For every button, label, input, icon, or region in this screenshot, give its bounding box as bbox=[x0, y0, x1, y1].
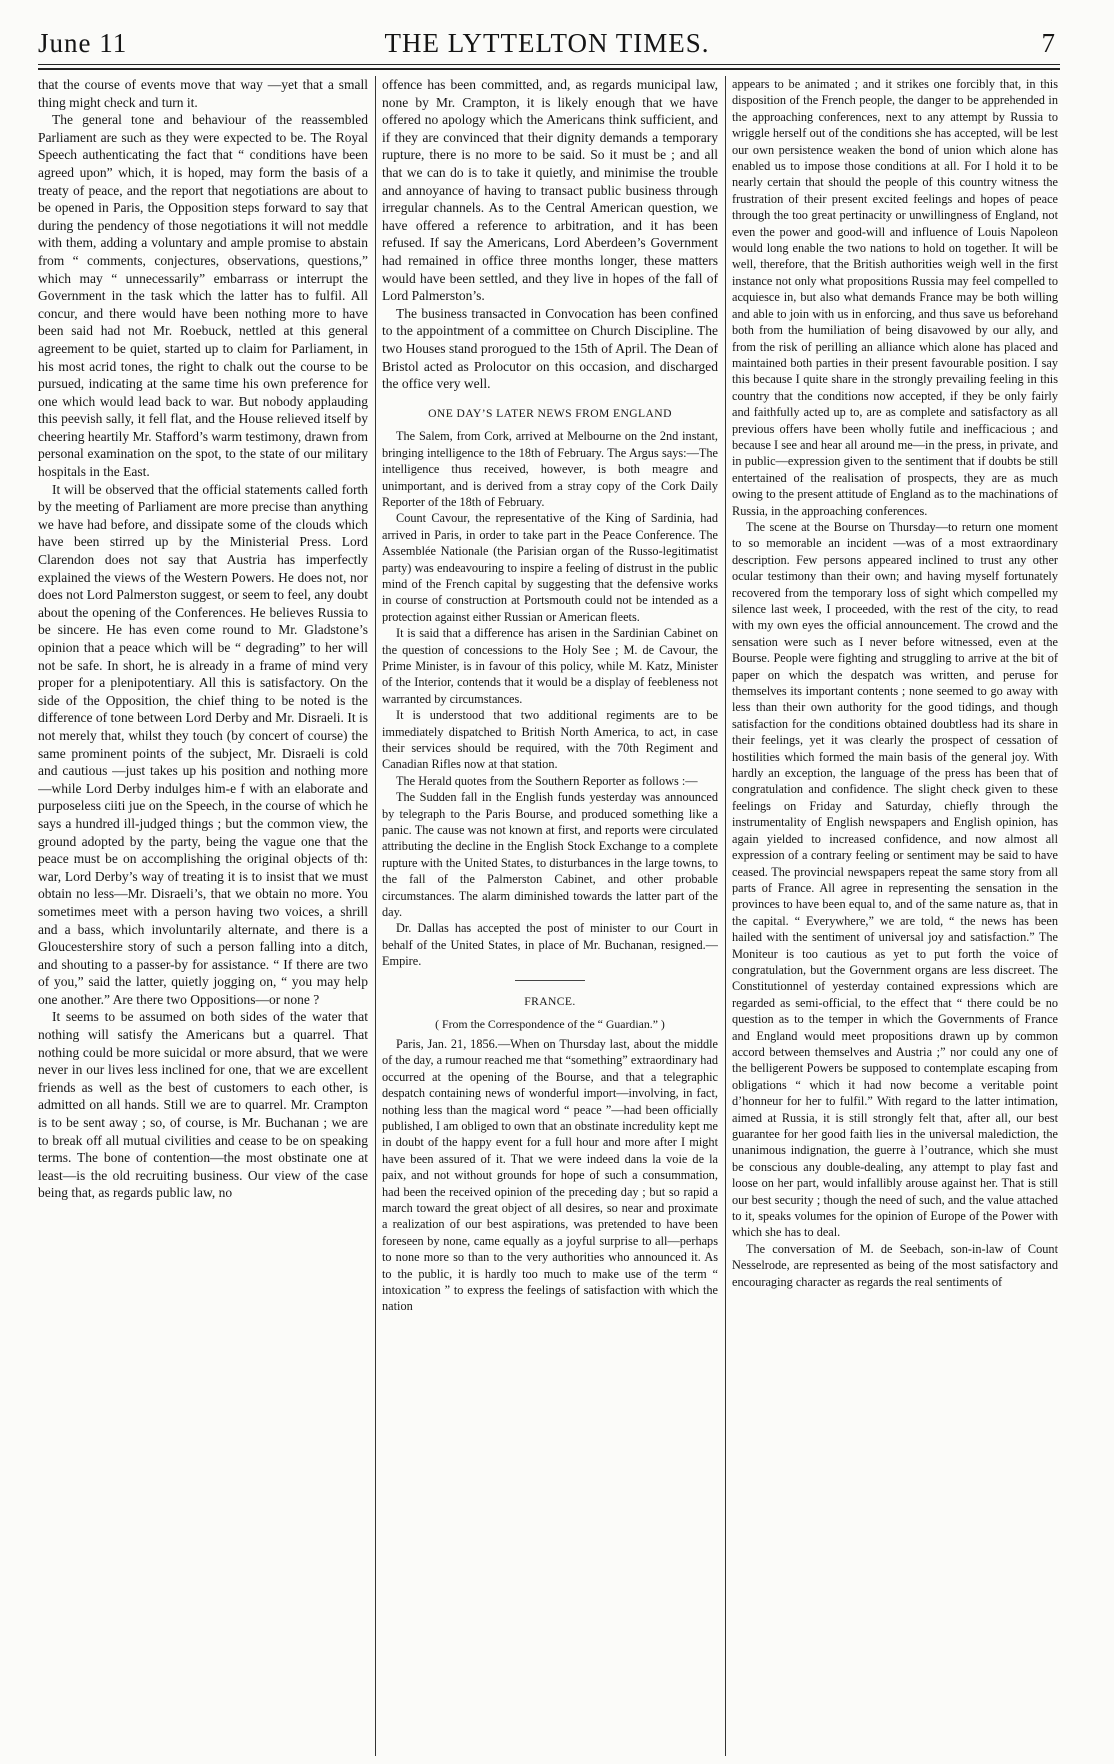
section-divider bbox=[515, 980, 585, 981]
paragraph: Count Cavour, the representative of the King of Sardinia, had arrived in Paris, in order to take part in the Peace Conference. The Assemblée Nationale (the Parisian organ of the Russo-legitimatist party) was endeavouring to inspire a feeling of distrust in the public mind of the French capital by suggesting that the defensive works in course of construction at Portsmouth could not be intended as a protection against either Russian or American fleets. bbox=[382, 511, 718, 624]
paragraph: It will be observed that the official statements called forth by the meeting of Parliament are more precise than anything we have had before, and dissipate some of the clouds which have been stirred up by the Ministerial Press. Lord Clarendon does not say that Austria has imperfectly explained the views of the Western Powers. He does not, nor does not Lord Palmerston suggest, or seem to feel, any doubt about the opening of the Conferences. He believes Russia to be sincere. He has even come round to Mr. Gladstone’s opinion that a peace which will be “ degrading” to her will not be safe. In short, he is already in a frame of mind very proper for a plenipotentiary. All this is satisfactory. On the side of the Opposition, the chief thing to be noted is the difference of tone between Lord Derby and Mr. Disraeli. It is not merely that, whilst they touch (by concert of course) the same prominent points of the subject, Mr. Disraeli is cold and cautious —just takes up his position and nothing more—while Lord Derby indulges him‑e f with an elaborate and purposeless ciiti jue on the Speech, in the course of which he says a hundred ill-judged things ; but the common view, the ground adopted by the party, being the vague one that the peace must be on accomplishing the original objects of th: war, Lord Derby’s way of treating it is to insist that we must obtain no less—Mr. Disraeli’s, that we obtain no more. You sometimes meet with a person having two voices, a shrill and a bass, which involuntarily alternate, and there is a Gloucestershire story of such a person falling into a ditch, and shouting to a passer-by for assistance. “ If there are two of you,” said the latter, quietly jogging on, “ you may help one another.” Are there two Oppositions—or none ? bbox=[38, 481, 368, 1007]
paragraph: The Salem, from Cork, arrived at Melbourne on the 2nd instant, bringing intelligence to the 18th of February. The Argus says:—The intelligence thus received, however, is both meagre and unimportant, and is derived from a stray copy of the Cork Daily Reporter of the 18th of February. bbox=[382, 429, 718, 509]
paragraph: that the course of events move that way —yet that a small thing might check and turn it. bbox=[38, 77, 368, 110]
paragraph: Dr. Dallas has accepted the post of minister to our Court in behalf of the United States, in place of Mr. Buchanan, resigned.—Empire. bbox=[382, 921, 718, 969]
paragraph: The scene at the Bourse on Thursday—to return one moment to so memorable an incident —was of a most extraordinary description. Few persons appeared inclined to trust any other ocular testimony than their own; and having myself fortunately recovered from the temporary loss of sight which compelled my silence last week, I proceeded, with the rest of the city, to read with my own eyes the official announcement. The crowd and the sensation were such as I never before witnessed, even at the Bourse. People were fighting and struggling to arrive at the bit of paper on which the despatch was written, and peruse for themselves its important contents ; none seemed to go away with less than their own authority for the good tidings, and though satisfaction for the conditions obtained doubtless had its share in their feelings, yet it was clearly the prospect of cessation of hostilities which formed the main basis of the general joy. With hardly an exception, the language of the press has been that of congratulation and confidence. The slight check given to these feelings on Friday and Saturday, chiefly through the instrumentality of English newspapers and English opinion, has again yielded to increased confidence, and now almost all expression of a contrary feeling or sentiment may be said to have ceased. The provincial newspapers repeat the same story from all parts of France. All agree in representing the sensation in the provinces to have been equal to, and of the same nature as, that in the capital. “ Everywhere,” we are told, “ the news has been hailed with the sentiment of universal joy and satisfaction.” The Moniteur is too cautious as yet to put forth the voice of congratulation, but the Government organs are less discreet. The Constitutionnel of yesterday contained expressions which are regarded as semi-official, to the effect that “ there could be no question as to the temper in which the Governments of France and England would meet propositions drawn up by common accord between themselves and Austria ;” nor could any one of the belligerent Powers be supposed to contemplate escaping from obligations “ which it had now become a veritable point d’honneur for her to fulfil.” With regard to the latter intimation, aimed at Russia, it is still strongly felt that, after all, our best guarantee for her good faith lies in the universal malediction, the unanimous indignation, the guerre à l’outrance, which she must be conscious any double-dealing, any attempt to play fast and loose on her part, would infallibly arouse against her. That is still our best security ; though the need of such, and the value attached to it, speaks volumes for the opinion of Europe of the Power with which she has to deal. bbox=[732, 519, 1058, 1240]
column-divider bbox=[375, 76, 376, 1756]
paragraph: It is understood that two additional regiments are to be immediately dispatched to British North America, to act, in case their services should be required, with the 70th Regiment and Canadian Rifles now at that station. bbox=[382, 708, 718, 772]
section-heading: ONE DAY’S LATER NEWS FROM ENGLAND bbox=[428, 406, 672, 420]
paragraph: The Herald quotes from the Southern Reporter as follows :— bbox=[396, 773, 698, 788]
correspondence-note: ( From the Correspondence of the “ Guardian.” ) bbox=[435, 1017, 665, 1032]
column-divider bbox=[725, 76, 726, 1756]
paragraph: appears to be animated ; and it strikes one forcibly that, in this disposition of the French people, the danger to be apprehended in the approaching conferences, next to any attempt by Russia to wriggle herself out of the conditions she has accepted, will be lest our own persistence weaken the bond of union which alone has enabled us to impose those conditions at all. For I hold it to be nearly certain that should the people of this country witness the frustration of their present excited feelings and hopes of peace through the too great pertinacity or unwillingness of England, not even the power and good-will and influence of Louis Napoleon would long enable the two nations to hold on together. It will be well, therefore, that the British authorities weigh well in the first instance not only what propositions Russia may feel compelled to acquiesce in, but also what demands France may be both willing and able to join with us in enforcing, and thus save us beforehand both from the humiliation of being disavowed by our ally, and from the risk of perilling an alliance which alone has placed and maintained both parties in their present favourable position. I say this because I quite share in the strongly prevailing feeling in this country that the conditions now accepted, if they be only fairly and faithfully acted up to, are as complete and satisfactory as all previous offers have been wholly futile and inefficacious ; and because I see and hear all around me—in the press, in private, and in public—expression given to the sentiment that if doubts be still entertained of the realisation of prospects, they are as much owing to the present attitude of England as to the machinations of Russia, in the approaching conferences. bbox=[732, 77, 1058, 518]
paragraph: The conversation of M. de Seebach, son-in-law of Count Nesselrode, are represented as being of the most satisfactory and encouraging character as regards the real sentiments of bbox=[732, 1241, 1058, 1289]
column-1 bbox=[38, 76, 368, 1756]
issue-date: June 11 bbox=[38, 28, 128, 58]
page-number: 7 bbox=[1041, 28, 1056, 58]
paragraph: It is said that a difference has arisen in the Sardinian Cabinet on the question of concessions to the Holy See ; M. de Cavour, the Prime Minister, is in favour of this policy, while M. Katz, Minister of the Interior, contends that it would be a display of feebleness not warranted by circumstances. bbox=[382, 626, 718, 706]
paragraph: offence has been committed, and, as regards municipal law, none by Mr. Crampton, it is likely enough that we have offered no apology which the Americans think sufficient, and if they are convinced that their dignity demands a temporary rupture, there is no more to be said. So it must be ; and all that we can do is to take it quietly, and minimise the trouble and annoyance of having to transact public business through irregular channels. As to the Central American question, we have offered a reference to arbitration, and it has been refused. If say the Americans, Lord Aberdeen’s Government had remained in office three months longer, these matters would have been settled, and they live in hopes of the fall of Lord Palmerston’s. bbox=[382, 77, 718, 304]
masthead bbox=[38, 28, 1056, 62]
section-heading: FRANCE. bbox=[524, 994, 576, 1008]
paragraph: The business transacted in Convocation has been confined to the appointment of a committee on Church Discipline. The two Houses stand prorogued to the 15th of April. The Dean of Bristol acted as Prolocutor on this occasion, and discharged the office very well. bbox=[382, 305, 718, 392]
newspaper-title: THE LYTTELTON TIMES. bbox=[384, 28, 710, 58]
paragraph: The Sudden fall in the English funds yesterday was announced by telegraph to the Paris Bourse, and produced something like a panic. The cause was not known at first, and reports were circulated attributing the decline in the English Stock Exchange to a complete rupture with the United States, to disturbances in the large towns, to the fall of the Palmerston Cabinet, and other probable circumstances. The alarm diminished towards the latter part of the day. bbox=[382, 790, 718, 920]
column-3 bbox=[732, 76, 1058, 1756]
paragraph: Paris, Jan. 21, 1856.—When on Thursday last, about the middle of the day, a rumour reached me that “something” extraordinary had occurred at the opening of the Bourse, and that a telegraphic despatch containing news of wonderful import—involving, in fact, nothing less than the magical word “ peace ”—had been officially published, I am obliged to own that an obstinate incredulity kept me in doubt of the happy event for a full hour and more after I might have been assured of it. That we were indeed dans la voie de la paix, and not without grounds for hope of such a consummation, had been the received opinion of the preceding day ; but so rapid a march toward the great object of all desires, so near and proximate a realization of our best aspirations, was pretended to have been foreseen by none, came equally as a joyful surprise to all—perhaps to none more so than to the very authorities who announced it. As to the public, it is hardly too much to make use of the term “ intoxication ” to express the feelings of satisfaction with which the nation bbox=[382, 1036, 718, 1314]
header-rule-thick bbox=[38, 68, 1060, 70]
column-2 bbox=[382, 76, 718, 1756]
paragraph: It seems to be assumed on both sides of the water that nothing will satisfy the Americans but a quarrel. That nothing could be more suicidal or more absurd, that we were never in our lives less inclined for one, that we are excellent friends as well as the best of customers to each other, is admitted on all hands. Still we are to quarrel. Mr. Crampton is to be sent away ; so, of course, is Mr. Buchanan ; we are to break off all mutual civilities and cease to be on speaking terms. The bone of contention—the most obstinate one at least—is the old recruiting business. Our view of the case being that, as regards public law, no bbox=[38, 1009, 368, 1201]
paragraph: The general tone and behaviour of the reassembled Parliament are such as they were expected to be. The Royal Speech authenticating the fact that “ conditions have been agreed upon” which, it is hoped, may form the basis of a treaty of peace, and the report that negotiations are about to be opened in Paris, the Opposition steps forward to say that during the pendency of those negotiations it will not meddle with them, adding a voluntary and ample promise to abstain from “ comments, conjectures, observations, questions,” which may “ unnecessarily” embarrass or interrupt the Government in the task which the latter has to fulfil. All concur, and there would have been nothing more to have been said had not Mr. Roebuck, nettled at this general agreement to be quiet, started up to claim for Parliament, in his most acrid tones, the right to chalk out the course to be pursued, indicating at the same time his own preference for one which would lead back to war. But nobody applauding this peevish sally, it fell flat, and the House relieved itself by cheering heartily Mr. Stafford’s warm testimony, drawn from personal examination on the spot, to the state of our military hospitals in the East. bbox=[38, 112, 368, 480]
header-rule-thin bbox=[38, 64, 1060, 65]
